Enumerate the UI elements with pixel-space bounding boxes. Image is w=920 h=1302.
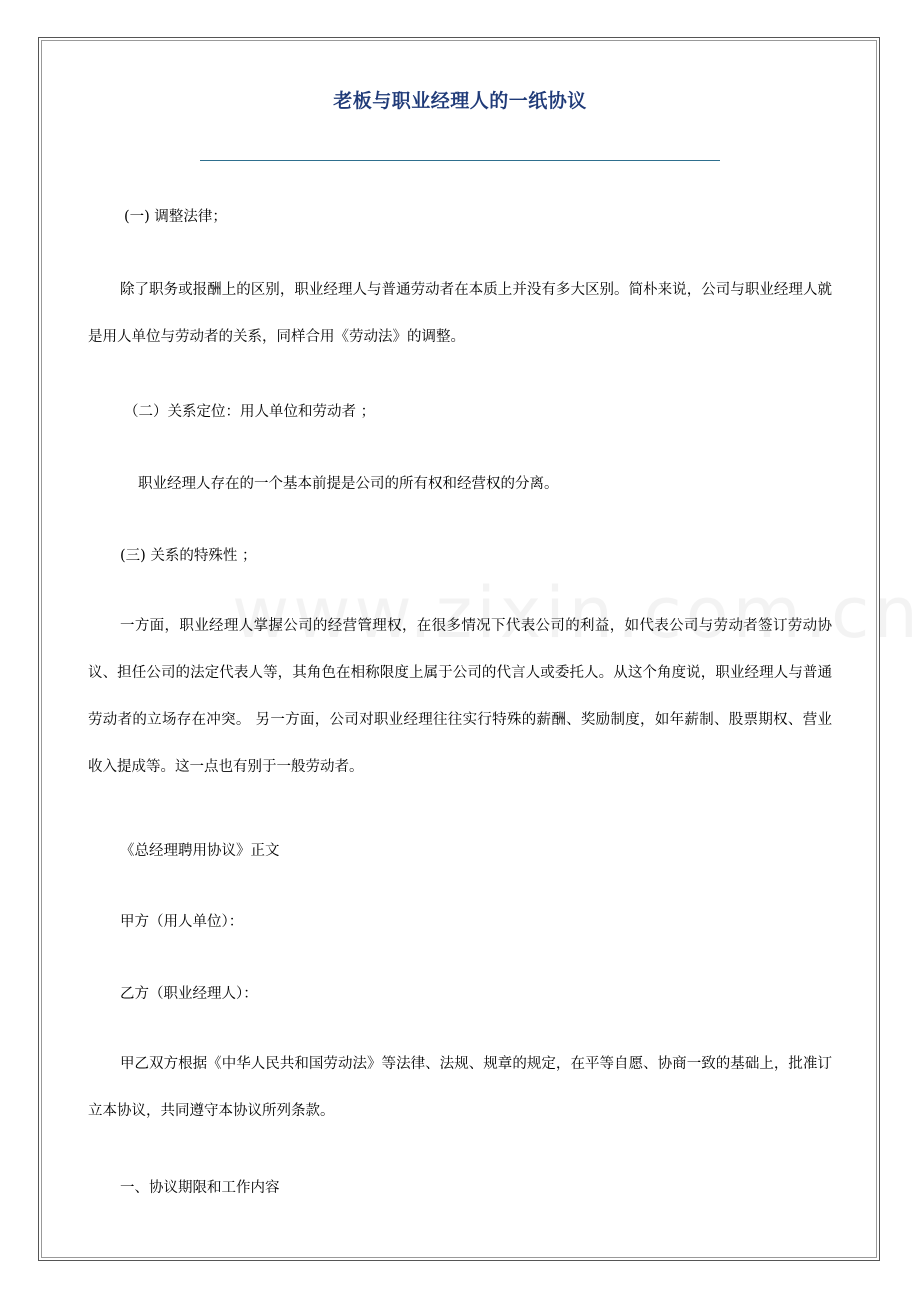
document-title: 老板与职业经理人的一纸协议 [333,90,587,112]
paragraph-1: 除了职务或报酬上的区别，职业经理人与普通劳动者在本质上并没有多大区别。简朴来说，公司与职业经理人就是用人单位与劳动者的关系，同样合用《劳动法》的调整。 [88,282,832,345]
party-a-line: 甲方（用人单位）： [120,914,244,930]
section-heading-3: (三) 关系的特殊性 ； [120,548,257,564]
title-divider [200,160,720,161]
section-heading-2: （二）关系定位：用人单位和劳动者 ； [124,404,376,420]
section-heading-1: (一) 调整法律； [124,209,227,225]
paragraph-4: 甲乙双方根据《中华人民共和国劳动法》等法律、法规、规章的规定，在平等自愿、协商一致的基础上，批准订立本协议，共同遵守本协议所列条款。 [88,1056,832,1119]
contract-heading: 《总经理聘用协议》正文 [120,843,280,859]
paragraph-2: 职业经理人存在的一个基本前提是公司的所有权和经营权的分离。 [138,476,559,492]
section-heading-4: 一、协议期限和工作内容 [120,1180,280,1196]
party-b-line: 乙方（职业经理人）： [120,986,258,1002]
paragraph-3: 一方面，职业经理人掌握公司的经营管理权，在很多情况下代表公司的利益，如代表公司与劳动者签订劳动协议、担任公司的法定代表人等，其角色在相称限度上属于公司的代言人或委托人。从这个角度说，职业经理人与普通劳动者的立场存在冲突。 另一方面，公司对职业经理往往实行特殊的薪酬、奖励制度，如年薪制、股票期权、营业收入提成等。这一点也有别于一般劳动者。 [88,618,832,775]
